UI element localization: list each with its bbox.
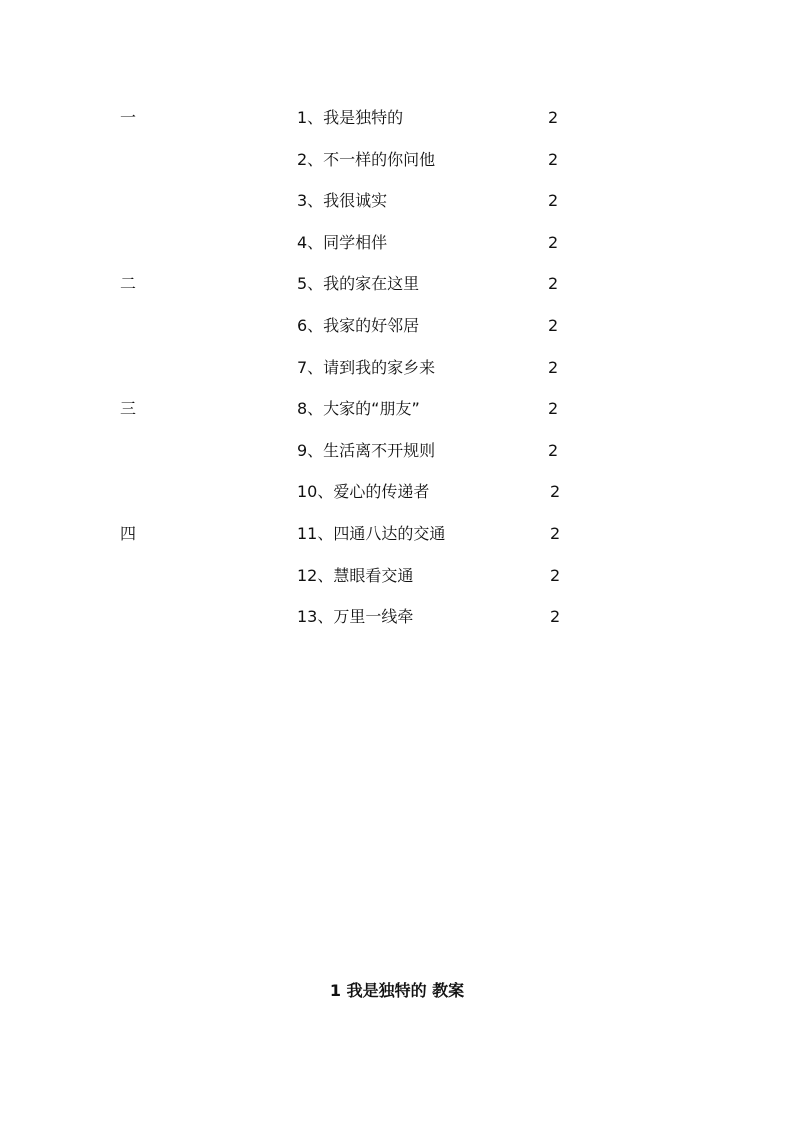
toc-unit-number: 二 — [120, 274, 137, 293]
toc-lesson-title: 9、生活离不开规则 — [297, 441, 436, 460]
toc-lesson-hours: 2 — [550, 566, 561, 585]
toc-lesson-title: 2、不一样的你问他 — [297, 150, 436, 169]
toc-lesson-hours: 2 — [550, 482, 561, 501]
toc-unit-number: 四 — [120, 524, 137, 543]
toc-lesson-hours: 2 — [548, 316, 559, 335]
toc-row — [0, 397, 794, 421]
toc-lesson-hours: 2 — [550, 524, 561, 543]
toc-lesson-title: 7、请到我的家乡来 — [297, 358, 436, 377]
toc-lesson-hours: 2 — [548, 399, 559, 418]
toc-lesson-title: 8、大家的“朋友” — [297, 399, 420, 418]
toc-row — [0, 439, 794, 463]
toc-row — [0, 189, 794, 213]
toc-lesson-title: 12、慧眼看交通 — [297, 566, 414, 585]
toc-lesson-title: 6、我家的好邻居 — [297, 316, 420, 335]
toc-row — [0, 106, 794, 130]
toc-row — [0, 480, 794, 504]
toc-lesson-hours: 2 — [548, 358, 559, 377]
toc-row — [0, 231, 794, 255]
toc-lesson-title: 4、同学相伴 — [297, 233, 388, 252]
toc-unit-number: 三 — [120, 399, 137, 418]
toc-lesson-title: 13、万里一线牵 — [297, 607, 414, 626]
toc-lesson-hours: 2 — [548, 191, 559, 210]
toc-lesson-title: 5、我的家在这里 — [297, 274, 420, 293]
toc-unit-number: 一 — [120, 108, 137, 127]
toc-row — [0, 522, 794, 546]
lesson-plan-heading: 1 我是独特的 教案 — [329, 981, 465, 1000]
toc-lesson-title: 1、我是独特的 — [297, 108, 404, 127]
toc-lesson-hours: 2 — [548, 233, 559, 252]
toc-row — [0, 564, 794, 588]
toc-lesson-hours: 2 — [548, 441, 559, 460]
toc-lesson-hours: 2 — [548, 150, 559, 169]
toc-lesson-title: 11、四通八达的交通 — [297, 524, 446, 543]
toc-row — [0, 605, 794, 629]
toc-row — [0, 356, 794, 380]
toc-lesson-title: 10、爱心的传递者 — [297, 482, 430, 501]
toc-lesson-hours: 2 — [548, 108, 559, 127]
toc-row — [0, 272, 794, 296]
toc-row — [0, 314, 794, 338]
toc-lesson-hours: 2 — [548, 274, 559, 293]
toc-lesson-hours: 2 — [550, 607, 561, 626]
toc-row — [0, 148, 794, 172]
toc-lesson-title: 3、我很诚实 — [297, 191, 388, 210]
